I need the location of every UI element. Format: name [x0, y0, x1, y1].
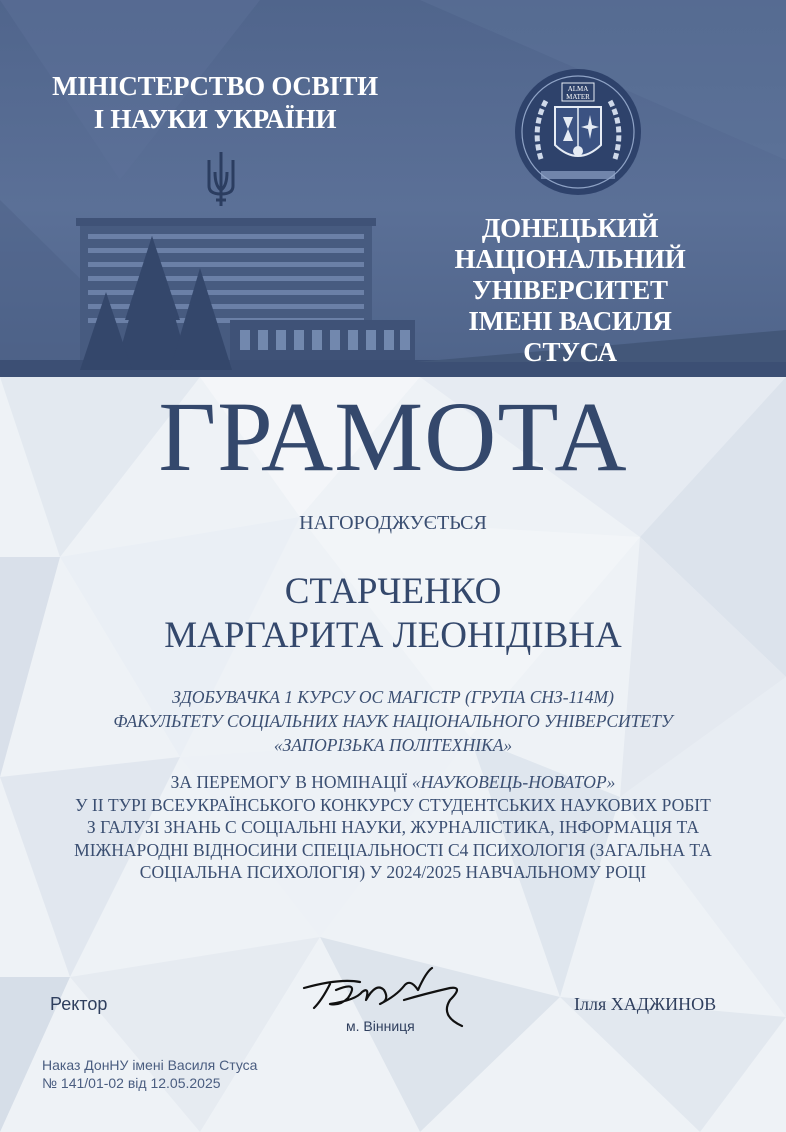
- awarded-label: НАГОРОДЖУЄТЬСЯ: [299, 512, 487, 534]
- student-line-3: «ЗАПОРІЗЬКА ПОЛІТЕХНІКА»: [273, 735, 513, 755]
- order-line-2: № 141/01-02 від 12.05.2025: [42, 1075, 221, 1091]
- svg-text:ALMA: ALMA: [567, 85, 589, 93]
- reason-line-3: З ГАЛУЗІ ЗНАНЬ С СОЦІАЛЬНІ НАУКИ, ЖУРНАЛІСТИКА, ІНФОРМАЦІЯ ТА: [86, 817, 700, 837]
- ministry-line-1: МІНІСТЕРСТВО ОСВІТИ: [52, 71, 378, 101]
- ministry-title: [30, 70, 400, 136]
- order-reference: [42, 1056, 257, 1092]
- reason-line-4: МІЖНАРОДНІ ВІДНОСИНИ СПЕЦІАЛЬНОСТІ С4 ПСИХОЛОГІЯ (ЗАГАЛЬНА ТА: [74, 839, 712, 860]
- certificate-title: ГРАМОТА: [158, 381, 628, 492]
- city-label: м. Вінниця: [346, 1018, 415, 1034]
- university-line-4: ІМЕНІ ВАСИЛЯ СТУСА: [468, 306, 672, 367]
- recipient-given-names: МАРГАРИТА ЛЕОНІДІВНА: [164, 615, 622, 656]
- university-line-2: НАЦІОНАЛЬНИЙ: [454, 244, 686, 274]
- reason-prefix: ЗА ПЕРЕМОГУ В НОМІНАЦІЇ: [170, 772, 408, 792]
- university-seal-icon: [513, 67, 643, 197]
- university-line-1: ДОНЕЦЬКИЙ: [481, 213, 659, 243]
- reason-line-2: У ІІ ТУРІ ВСЕУКРАЇНСЬКОГО КОНКУРСУ СТУДЕНТСЬКИХ НАУКОВИХ РОБІТ: [75, 794, 711, 815]
- student-line-2: ФАКУЛЬТЕТУ СОЦІАЛЬНИХ НАУК НАЦІОНАЛЬНОГО УНІВЕРСИТЕТУ: [113, 711, 673, 731]
- student-line-1: ЗДОБУВАЧКА 1 КУРСУ ОС МАГІСТР (ГРУПА СНЗ-114М): [172, 687, 614, 707]
- reason-line-1: [20, 771, 766, 794]
- header-band: [0, 0, 786, 377]
- rector-name: Ілля ХАДЖИНОВ: [574, 994, 717, 1014]
- university-title: [420, 213, 720, 368]
- svg-text:MATER: MATER: [566, 93, 590, 101]
- recipient-surname: СТАРЧЕНКО: [284, 571, 502, 612]
- trident-icon: [206, 150, 236, 208]
- reason-line-5: СОЦІАЛЬНА ПСИХОЛОГІЯ) У 2024/2025 НАВЧАЛЬНОМУ РОЦІ: [139, 862, 647, 882]
- student-info: [60, 685, 726, 757]
- award-reason: [20, 771, 766, 884]
- university-line-3: УНІВЕРСИТЕТ: [472, 275, 668, 305]
- ministry-line-2: І НАУКИ УКРАЇНИ: [93, 104, 337, 134]
- recipient-name: [0, 570, 786, 658]
- order-line-1: Наказ ДонНУ імені Василя Стуса: [42, 1057, 258, 1073]
- nomination-name: «НАУКОВЕЦЬ-НОВАТОР»: [411, 772, 616, 792]
- rector-label: Ректор: [50, 994, 108, 1014]
